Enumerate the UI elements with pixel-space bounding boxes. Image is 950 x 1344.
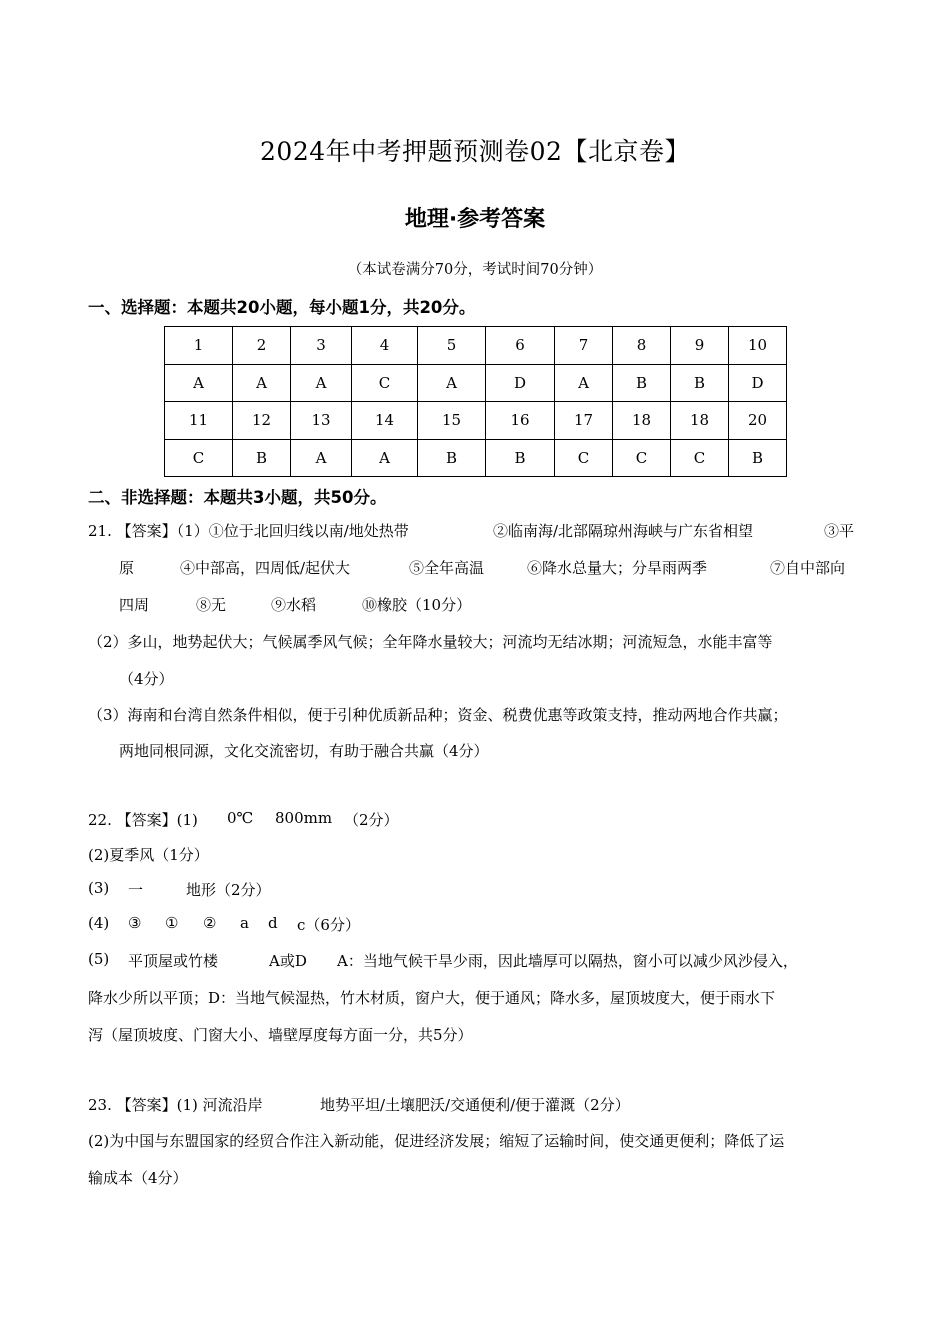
answer-table-cell: 18 — [613, 402, 671, 440]
answer-table — [164, 326, 787, 477]
answer-table-cell: 1 — [165, 327, 233, 365]
q23-number: 23. — [88, 1096, 112, 1114]
q22-p5-cont2: 泻（屋顶坡度、门窗大小、墙壁厚度每方面一分，共5分） — [88, 1026, 473, 1044]
answer-table-cell: 13 — [291, 402, 352, 440]
q21-item3a: ③平 — [824, 522, 855, 540]
answer-table-row — [165, 364, 787, 402]
q21-item9: ⑨水稻 — [271, 596, 317, 614]
answer-table-row — [165, 402, 787, 440]
q21-item7b: 四周 — [119, 596, 150, 614]
q22-p4-f: c（6分） — [297, 916, 360, 934]
q23-answer-tag: 【答案】 — [116, 1096, 177, 1114]
q21-part2: （2）多山，地势起伏大；气候属季风气候；全年降水量较大；河流均无结冰期；河流短急，水能丰富等 — [88, 633, 773, 651]
answer-table-cell: B — [729, 439, 787, 477]
q22-p3-label: (3) — [88, 879, 110, 897]
answer-table-cell: C — [613, 439, 671, 477]
answer-table-cell: A — [291, 364, 352, 402]
q21-item6: ⑥降水总量大；分旱雨两季 — [527, 559, 708, 577]
q22-p4-e: d — [268, 914, 278, 932]
answer-table-cell: 16 — [486, 402, 555, 440]
answer-table-cell: 10 — [729, 327, 787, 365]
section2-heading: 二、非选择题：本题共3小题，共50分。 — [88, 488, 387, 507]
answer-table-cell: C — [165, 439, 233, 477]
answer-table-cell: A — [291, 439, 352, 477]
answer-table-row — [165, 439, 787, 477]
q21-answer-tag: 【答案】 — [116, 522, 177, 540]
q23-p1-a: (1) 河流沿岸 — [176, 1096, 263, 1114]
q22-p4-b: ① — [165, 914, 179, 932]
q22-p5-cont1: 降水少所以平顶；D：当地气候湿热，竹木材质，窗户大，便于通风；降水多，屋顶坡度大，便于雨水下 — [88, 989, 776, 1007]
answer-table-cell: 11 — [165, 402, 233, 440]
answer-table-cell: 4 — [352, 327, 418, 365]
q21-item5: ⑤全年高温 — [409, 559, 485, 577]
q21-part3-cont: 两地同根同源，文化交流密切，有助于融合共赢（4分） — [119, 742, 489, 760]
answer-table-cell: 12 — [233, 402, 291, 440]
q22-part2: (2)夏季风（1分） — [88, 846, 209, 864]
answer-table-cell: 2 — [233, 327, 291, 365]
q23-line1 — [88, 1094, 263, 1115]
q22-number: 22. — [88, 811, 112, 829]
q22-answer-tag: 【答案】 — [116, 811, 177, 829]
answer-table-cell: C — [555, 439, 613, 477]
answer-table-cell: A — [418, 364, 486, 402]
q21-number: 21. — [88, 522, 112, 540]
q21-item2: ②临南海/北部隔琼州海峡与广东省相望 — [493, 522, 754, 540]
q22-p4-d: a — [240, 914, 249, 932]
q22-p3-a: 一 — [128, 881, 144, 899]
answer-table-cell: C — [671, 439, 729, 477]
answer-table-cell: 9 — [671, 327, 729, 365]
q22-p5-b: A或D — [269, 952, 307, 970]
answer-table-cell: 14 — [352, 402, 418, 440]
answer-table-cell: A — [555, 364, 613, 402]
q22-p4-c: ② — [203, 914, 217, 932]
answer-table-cell: 18 — [671, 402, 729, 440]
q21-item7a: ⑦自中部向 — [770, 559, 846, 577]
answer-table-cell: A — [233, 364, 291, 402]
section1-heading: 一、选择题：本题共20小题，每小题1分，共20分。 — [88, 298, 476, 317]
answer-table-cell: A — [352, 439, 418, 477]
q22-p1-temp: 0℃ — [227, 809, 254, 827]
answer-table-cell: C — [352, 364, 418, 402]
q22-p1-precip: 800mm — [275, 809, 333, 827]
q21-item10: ⑩橡胶（10分） — [362, 596, 472, 614]
q21-line1 — [88, 520, 409, 541]
answer-table-cell: 7 — [555, 327, 613, 365]
answer-table-cell: 17 — [555, 402, 613, 440]
exam-note: （本试卷满分70分，考试时间70分钟） — [347, 262, 603, 278]
q23-p1-b: 地势平坦/土壤肥沃/交通便利/便于灌溉（2分） — [320, 1096, 630, 1114]
q21-item3b: 原 — [119, 559, 135, 577]
page-subtitle: 地理·参考答案 — [404, 207, 546, 232]
q22-p1-score: （2分） — [344, 811, 399, 829]
q22-p5-label: (5) — [88, 950, 110, 968]
page-title: 2024年中考押题预测卷02【北京卷】 — [260, 137, 690, 166]
answer-table-cell: 6 — [486, 327, 555, 365]
q21-part2-score: （4分） — [119, 670, 174, 688]
answer-table-cell: 20 — [729, 402, 787, 440]
q22-p4-label: (4) — [88, 914, 110, 932]
answer-table-cell: 3 — [291, 327, 352, 365]
q22-p4-a: ③ — [128, 914, 142, 932]
answer-table-cell: 15 — [418, 402, 486, 440]
q23-part2: (2)为中国与东盟国家的经贸合作注入新动能，促进经济发展；缩短了运输时间，使交通更便利；降低了运 — [88, 1132, 785, 1150]
answer-table-cell: B — [418, 439, 486, 477]
q23-part2-cont: 输成本（4分） — [88, 1169, 188, 1187]
answer-table-cell: 5 — [418, 327, 486, 365]
answer-table-cell: D — [729, 364, 787, 402]
q22-line1 — [88, 809, 198, 830]
q21-item4: ④中部高，四周低/起伏大 — [180, 559, 351, 577]
answer-table-cell: B — [486, 439, 555, 477]
answer-table-cell: B — [671, 364, 729, 402]
q21-item1: （1）①位于北回归线以南/地处热带 — [176, 522, 409, 540]
answer-table-cell: B — [613, 364, 671, 402]
answer-table-row — [165, 327, 787, 365]
answer-table-cell: 8 — [613, 327, 671, 365]
q22-p3-b: 地形（2分） — [186, 881, 271, 899]
answer-table-cell: A — [165, 364, 233, 402]
q22-p5-c: A：当地气候干旱少雨，因此墙厚可以隔热，窗小可以减少风沙侵入， — [337, 952, 798, 970]
answer-table-cell: D — [486, 364, 555, 402]
q21-part3: （3）海南和台湾自然条件相似，便于引种优质新品种；资金、税费优惠等政策支持，推动两地合作共赢； — [88, 706, 788, 724]
q21-item8: ⑧无 — [196, 596, 227, 614]
answer-table-cell: B — [233, 439, 291, 477]
q22-p5-a: 平顶屋或竹楼 — [128, 952, 219, 970]
q22-p1-label: (1) — [176, 811, 198, 829]
